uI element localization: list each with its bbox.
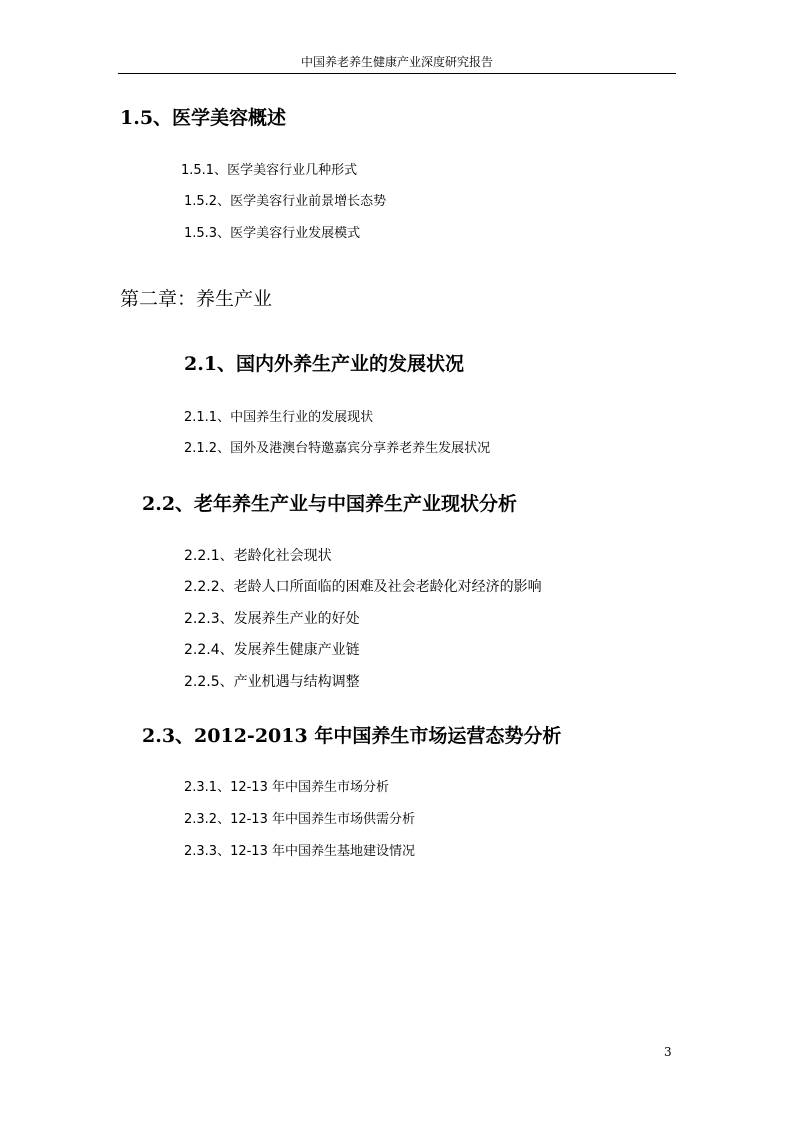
page-number: 3 xyxy=(664,1045,672,1059)
toc-item: 2.2.1、老龄化社会现状 xyxy=(184,548,332,564)
toc-item: 1.5.2、医学美容行业前景增长态势 xyxy=(184,194,387,209)
toc-item: 2.3.1、12-13 年中国养生市场分析 xyxy=(184,780,389,795)
section-heading-2-2: 2.2、老年养生产业与中国养生产业现状分析 xyxy=(142,493,518,515)
running-header: 中国养老养生健康产业深度研究报告 xyxy=(300,55,493,69)
toc-item: 1.5.3、医学美容行业发展模式 xyxy=(184,226,361,241)
toc-item: 2.1.2、国外及港澳台特邀嘉宾分享养老养生发展状况 xyxy=(184,441,491,456)
toc-item: 2.3.3、12-13 年中国养生基地建设情况 xyxy=(184,844,415,859)
section-heading-2-3: 2.3、2012-2013 年中国养生市场运营态势分析 xyxy=(142,725,562,747)
section-heading-2-1: 2.1、国内外养生产业的发展状况 xyxy=(184,353,465,375)
section-heading-1-5: 1.5、医学美容概述 xyxy=(120,107,287,129)
toc-item: 2.2.3、发展养生产业的好处 xyxy=(184,611,360,627)
toc-item: 2.2.4、发展养生健康产业链 xyxy=(184,642,360,658)
toc-item: 2.2.2、老龄人口所面临的困难及社会老龄化对经济的影响 xyxy=(184,579,542,595)
toc-item: 1.5.1、医学美容行业几种形式 xyxy=(181,163,358,178)
toc-item: 2.3.2、12-13 年中国养生市场供需分析 xyxy=(184,812,415,827)
toc-item: 2.2.5、产业机遇与结构调整 xyxy=(184,674,360,690)
chapter-heading: 第二章：养生产业 xyxy=(120,288,273,310)
header-divider xyxy=(118,73,676,74)
toc-item: 2.1.1、中国养生行业的发展现状 xyxy=(184,410,374,425)
